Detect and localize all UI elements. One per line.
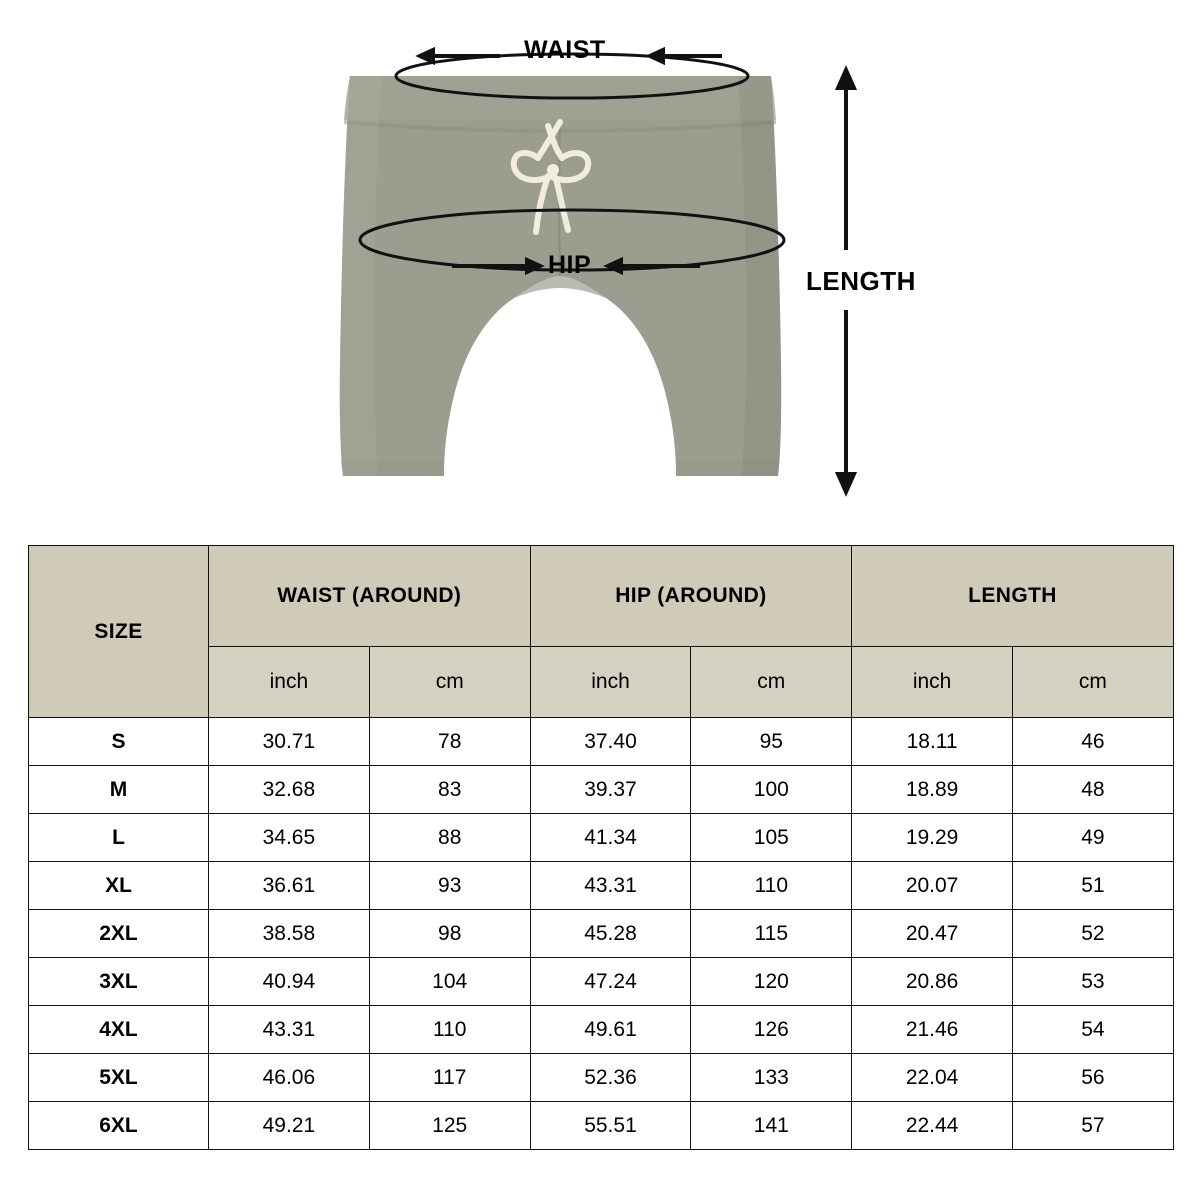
cell-hip-cm: 126 (691, 1006, 852, 1054)
table-row (29, 1006, 1174, 1054)
cell-size: L (29, 814, 209, 862)
cell-hip-inch: 52.36 (530, 1054, 691, 1102)
table-row (29, 718, 1174, 766)
header-length-inch: inch (852, 647, 1013, 718)
cell-hip-cm: 120 (691, 958, 852, 1006)
cell-length-cm: 57 (1013, 1102, 1174, 1150)
cell-waist-inch: 40.94 (209, 958, 370, 1006)
cell-waist-inch: 43.31 (209, 1006, 370, 1054)
table-row (29, 1102, 1174, 1150)
cell-length-cm: 49 (1013, 814, 1174, 862)
cell-waist-inch: 36.61 (209, 862, 370, 910)
cell-size: S (29, 718, 209, 766)
cell-size: 5XL (29, 1054, 209, 1102)
header-waist-cm: cm (369, 647, 530, 718)
cell-hip-cm: 110 (691, 862, 852, 910)
cell-size: 6XL (29, 1102, 209, 1150)
cell-waist-cm: 104 (369, 958, 530, 1006)
cell-waist-cm: 110 (369, 1006, 530, 1054)
cell-hip-inch: 47.24 (530, 958, 691, 1006)
cell-length-inch: 19.29 (852, 814, 1013, 862)
cell-hip-inch: 55.51 (530, 1102, 691, 1150)
cell-length-cm: 52 (1013, 910, 1174, 958)
table-row (29, 766, 1174, 814)
cell-length-inch: 22.04 (852, 1054, 1013, 1102)
cell-waist-inch: 38.58 (209, 910, 370, 958)
header-size: SIZE (29, 546, 209, 718)
cell-hip-cm: 95 (691, 718, 852, 766)
cell-waist-cm: 88 (369, 814, 530, 862)
header-hip-inch: inch (530, 647, 691, 718)
hip-label: HIP (548, 251, 592, 279)
cell-hip-inch: 39.37 (530, 766, 691, 814)
table-row (29, 862, 1174, 910)
cell-size: M (29, 766, 209, 814)
cell-waist-inch: 34.65 (209, 814, 370, 862)
cell-length-cm: 54 (1013, 1006, 1174, 1054)
cell-length-inch: 20.47 (852, 910, 1013, 958)
cell-length-inch: 20.07 (852, 862, 1013, 910)
cell-hip-cm: 133 (691, 1054, 852, 1102)
cell-waist-cm: 98 (369, 910, 530, 958)
size-chart-diagram (0, 0, 1200, 540)
cell-length-inch: 18.89 (852, 766, 1013, 814)
cell-hip-inch: 45.28 (530, 910, 691, 958)
table-row (29, 814, 1174, 862)
cell-waist-inch: 30.71 (209, 718, 370, 766)
header-length-group: LENGTH (852, 546, 1174, 647)
cell-waist-inch: 49.21 (209, 1102, 370, 1150)
cell-waist-cm: 93 (369, 862, 530, 910)
length-label: LENGTH (806, 266, 916, 296)
header-length-cm: cm (1013, 647, 1174, 718)
header-hip-cm: cm (691, 647, 852, 718)
cell-waist-inch: 32.68 (209, 766, 370, 814)
cell-hip-inch: 43.31 (530, 862, 691, 910)
cell-length-inch: 20.86 (852, 958, 1013, 1006)
size-table (28, 545, 1174, 1150)
cell-hip-cm: 141 (691, 1102, 852, 1150)
cell-length-inch: 22.44 (852, 1102, 1013, 1150)
table-row (29, 1054, 1174, 1102)
cell-hip-inch: 41.34 (530, 814, 691, 862)
cell-size: 3XL (29, 958, 209, 1006)
header-hip-group: HIP (AROUND) (530, 546, 852, 647)
cell-waist-cm: 117 (369, 1054, 530, 1102)
size-table-wrapper (28, 545, 1173, 1150)
table-row (29, 958, 1174, 1006)
cell-length-inch: 21.46 (852, 1006, 1013, 1054)
cell-waist-cm: 125 (369, 1102, 530, 1150)
waist-label: WAIST (524, 36, 606, 64)
cell-waist-cm: 78 (369, 718, 530, 766)
cell-hip-cm: 105 (691, 814, 852, 862)
cell-waist-cm: 83 (369, 766, 530, 814)
table-header-row-groups (29, 546, 1174, 647)
table-row (29, 910, 1174, 958)
cell-hip-cm: 115 (691, 910, 852, 958)
cell-hip-cm: 100 (691, 766, 852, 814)
cell-length-cm: 48 (1013, 766, 1174, 814)
header-waist-inch: inch (209, 647, 370, 718)
cell-size: 2XL (29, 910, 209, 958)
cell-length-cm: 53 (1013, 958, 1174, 1006)
cell-length-cm: 56 (1013, 1054, 1174, 1102)
cell-length-cm: 51 (1013, 862, 1174, 910)
cell-size: XL (29, 862, 209, 910)
cell-hip-inch: 49.61 (530, 1006, 691, 1054)
cell-length-inch: 18.11 (852, 718, 1013, 766)
cell-waist-inch: 46.06 (209, 1054, 370, 1102)
header-waist-group: WAIST (AROUND) (209, 546, 531, 647)
cell-length-cm: 46 (1013, 718, 1174, 766)
cell-size: 4XL (29, 1006, 209, 1054)
cell-hip-inch: 37.40 (530, 718, 691, 766)
